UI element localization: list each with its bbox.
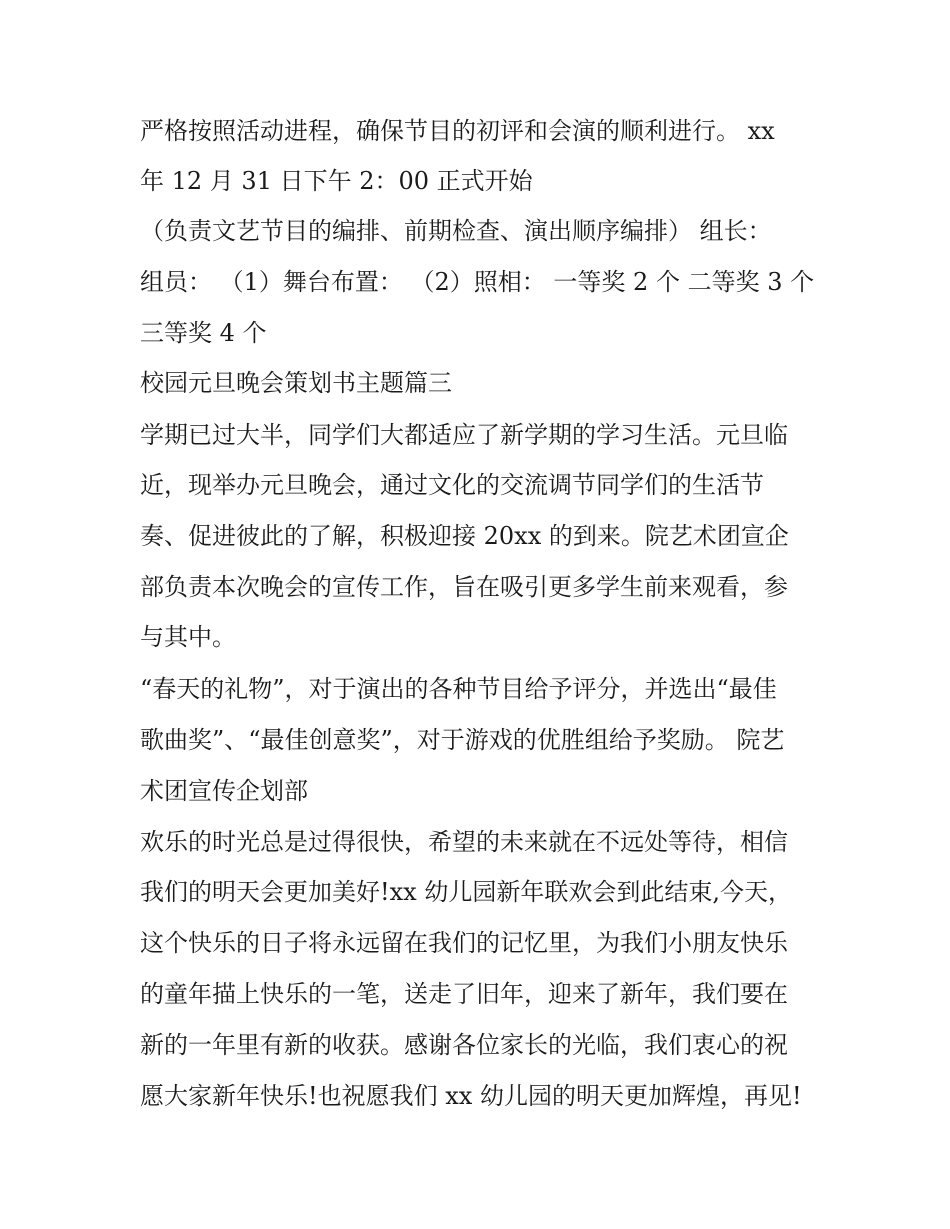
text-line: 三等奖 4 个 bbox=[140, 319, 267, 347]
text-line: 奏、促进彼此的了解，积极迎接 20xx 的到来。院艺术团宣企 bbox=[140, 522, 789, 550]
text-line: 新的一年里有新的收获。感谢各位家长的光临，我们衷心的祝 bbox=[140, 1031, 788, 1059]
text-line: 学期已过大半，同学们大都适应了新学期的学习生活。元旦临 bbox=[140, 421, 788, 449]
text-line: 歌曲奖”、“最佳创意奖”，对于游戏的优胜组给予奖励。 院艺 bbox=[140, 726, 785, 754]
text-line: （负责文艺节目的编排、前期检查、演出顺序编排） 组长： bbox=[140, 217, 772, 245]
section-heading: 校园元旦晚会策划书主题篇三 bbox=[140, 369, 452, 397]
text-line: 年 12 月 31 日下午 2：00 正式开始 bbox=[140, 167, 533, 195]
text-line: “春天的礼物”，对于演出的各种节目给予评分，并选出“最佳 bbox=[140, 675, 777, 703]
text-line: 组员： （1）舞台布置： （2）照相： 一等奖 2 个 二等奖 3 个 bbox=[140, 268, 815, 296]
text-line: 近，现举办元旦晚会，通过文化的交流调节同学们的生活节 bbox=[140, 471, 764, 499]
text-line: 愿大家新年快乐!也祝愿我们 xx 幼儿园的明天更加辉煌，再见! bbox=[140, 1082, 802, 1110]
text-line: 术团宣传企划部 bbox=[140, 777, 308, 805]
text-line: 严格按照活动进程，确保节目的初评和会演的顺利进行。 xx bbox=[140, 117, 775, 145]
text-line: 这个快乐的日子将永远留在我们的记忆里，为我们小朋友快乐 bbox=[140, 929, 788, 957]
text-line: 部负责本次晚会的宣传工作，旨在吸引更多学生前来观看，参 bbox=[140, 573, 788, 601]
text-line: 欢乐的时光总是过得很快，希望的未来就在不远处等待，相信 bbox=[140, 828, 788, 856]
text-line: 的童年描上快乐的一笔，送走了旧年，迎来了新年，我们要在 bbox=[140, 980, 788, 1008]
text-line: 我们的明天会更加美好!xx 幼儿园新年联欢会到此结束,今天， bbox=[140, 878, 792, 906]
text-line: 与其中。 bbox=[140, 623, 236, 651]
